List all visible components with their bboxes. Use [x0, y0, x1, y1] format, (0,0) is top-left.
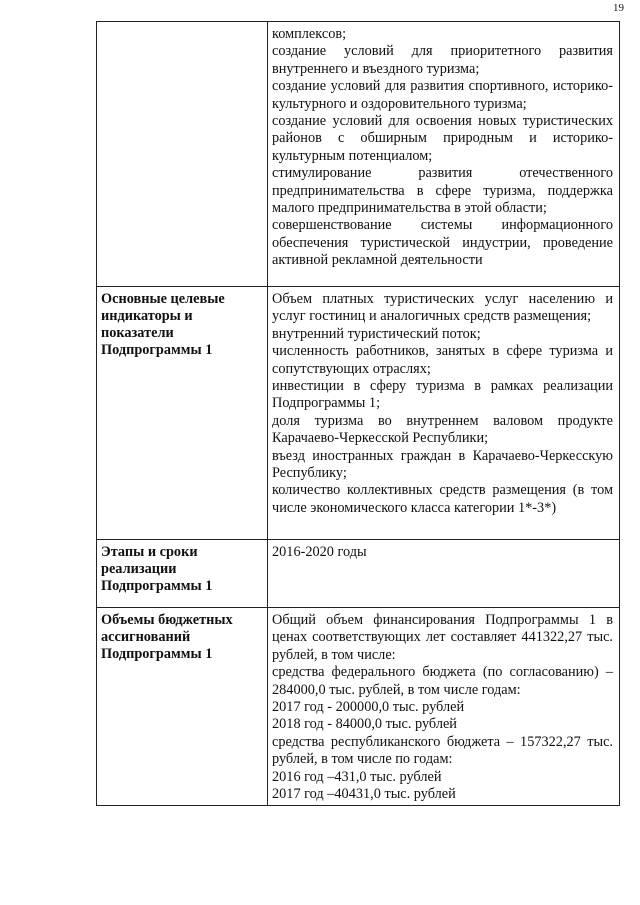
indicator-item: въезд иностранных граждан в Карачаево-Черкесскую Республику; — [272, 447, 613, 482]
budget-item: 2017 год - 200000,0 тыс. рублей — [272, 699, 465, 716]
tasks-item: совершенствование системы информационного обеспечения туристической индустрии, проведение активной рекламной деятельности — [272, 217, 613, 269]
indicator-item: инвестиции в сферу туризма в рамках реализации Подпрограммы 1; — [272, 378, 613, 412]
terms-item: 2016-2020 годы — [272, 544, 367, 560]
terms-content — [268, 540, 620, 608]
tasks-item: создание условий для освоения новых туристических районов с обширным природным и историко-культурным потенциалом; — [272, 113, 613, 164]
tasks-item: комплексов; — [272, 26, 347, 42]
indicators-row — [97, 287, 620, 540]
tasks-label — [97, 22, 268, 287]
budget-row — [97, 608, 620, 806]
indicator-item: количество коллективных средств размещения (в том числе экономического класса категории 1*-3*) — [272, 482, 613, 516]
tasks-item: создание условий для развития спортивного, историко-культурного и оздоровительного туризма; — [272, 78, 613, 112]
budget-label: Объемы бюджетных ассигнований Подпрограммы 1 — [97, 608, 268, 806]
budget-item: средства республиканского бюджета – 157322,27 тыс. рублей, в том числе по годам: — [272, 733, 613, 768]
budget-item: 2018 год - 84000,0 тыс. рублей — [272, 716, 457, 733]
budget-item: 2016 год –431,0 тыс. рублей — [272, 768, 442, 785]
budget-item: Общий объем финансирования Подпрограммы 1 в ценах соответствующих лет составляет 441322,27 тыс. рублей, в том числе: — [272, 612, 613, 663]
indicator-item: доля туризма во внутреннем валовом продукте Карачаево-Черкесской Республики; — [272, 412, 613, 447]
tasks-item: стимулирование развития отечественного предпринимательства в сфере туризма, поддержка малого предпринимательства в этой области; — [272, 165, 613, 217]
budget-content — [268, 608, 620, 806]
indicator-item: внутренний туристический поток; — [272, 325, 481, 342]
subprogram-passport-table — [96, 21, 620, 806]
tasks-item: создание условий для приоритетного развития внутреннего и въездного туризма; — [272, 43, 613, 77]
tasks-row — [97, 22, 620, 287]
terms-label: Этапы и сроки реализации Подпрограммы 1 — [97, 540, 268, 608]
page-number: 19 — [613, 2, 624, 14]
indicator-item: численность работников, занятых в сфере туризма и сопутствующих отраслях; — [272, 343, 613, 377]
tasks-content — [268, 22, 620, 287]
budget-item: 2017 год –40431,0 тыс. рублей — [272, 786, 456, 803]
indicator-item: Объем платных туристических услуг населению и услуг гостиниц и аналогичных средств размещения; — [272, 291, 613, 325]
terms-row — [97, 540, 620, 608]
indicators-label: Основные целевые индикаторы и показатели Подпрограммы 1 — [97, 287, 268, 540]
budget-item: средства федерального бюджета (по согласованию) – 284000,0 тыс. рублей, в том числе годам: — [272, 664, 613, 698]
indicators-content — [268, 287, 620, 540]
